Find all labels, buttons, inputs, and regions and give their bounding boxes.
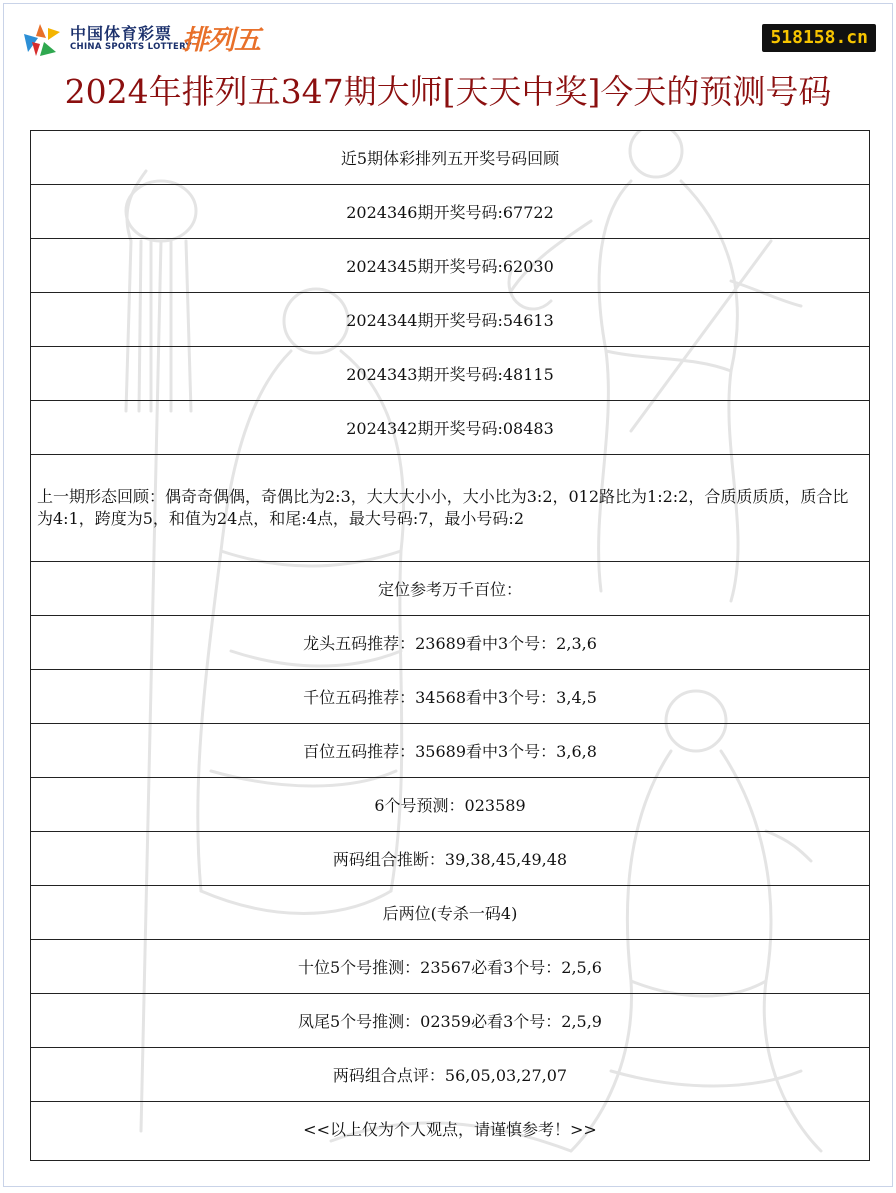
row-text: 凤尾5个号推测：02359必看3个号：2,5,9 [298,1012,602,1031]
row-text: 2024344期开奖号码:54613 [346,311,554,330]
table-row [31,401,869,455]
row-text: 千位五码推荐：34568看中3个号：3,4,5 [303,688,597,707]
header [4,4,892,64]
row-text: 2024342期开奖号码:08483 [346,419,554,438]
row-text: 两码组合推断：39,38,45,49,48 [332,850,568,869]
game-logo: 排列五 [182,25,260,56]
table-row [31,185,869,239]
table-row [31,832,869,886]
row-text: 十位5个号推测：23567必看3个号：2,5,6 [298,958,602,977]
table-row [31,886,869,940]
table-row [31,1048,869,1102]
row-text: 6个号预测：023589 [374,796,526,815]
logo-text-cn: 中国体育彩票 [70,24,173,43]
table-row [31,293,869,347]
prediction-table [30,130,870,1161]
table-row [31,562,869,616]
row-text: 龙头五码推荐：23689看中3个号：2,3,6 [303,634,597,653]
page [3,3,893,1187]
table-row [31,347,869,401]
table-rows [31,131,869,1155]
row-text: 2024343期开奖号码:48115 [346,365,554,384]
logo-text-en: CHINA SPORTS LOTTERY [70,42,192,52]
table-row [31,1102,869,1155]
row-text: 后两位(专杀一码4) [382,904,518,923]
table-row [31,724,869,778]
table-row [31,778,869,832]
page-title: 2024年排列五347期大师[天天中奖]今天的预测号码 [64,72,832,111]
row-text: 2024345期开奖号码:62030 [346,257,554,276]
row-text: 定位参考万千百位： [377,580,522,599]
table-row [31,994,869,1048]
row-text: 2024346期开奖号码:67722 [346,203,554,222]
sports-lottery-star-icon [22,22,62,58]
table-row [31,131,869,185]
table-row [31,239,869,293]
table-row [31,455,869,562]
table-row [31,616,869,670]
row-text: 上一期形态回顾：偶奇奇偶偶，奇偶比为2:3，大大大小小，大小比为3:2，012路比为1:2:2，合质质质质，质合比为4:1，跨度为5，和值为24点，和尾:4点，最大号码:7，最小号码:2 [37,487,849,528]
table-row [31,670,869,724]
row-text: 百位五码推荐：35689看中3个号：3,6,8 [303,742,597,761]
row-text: <<以上仅为个人观点，请谨慎参考！>> [303,1120,597,1139]
row-text: 两码组合点评：56,05,03,27,07 [332,1066,568,1085]
site-badge[interactable]: 518158.cn [762,24,876,52]
table-row [31,940,869,994]
row-text: 近5期体彩排列五开奖号码回顾 [340,149,560,168]
